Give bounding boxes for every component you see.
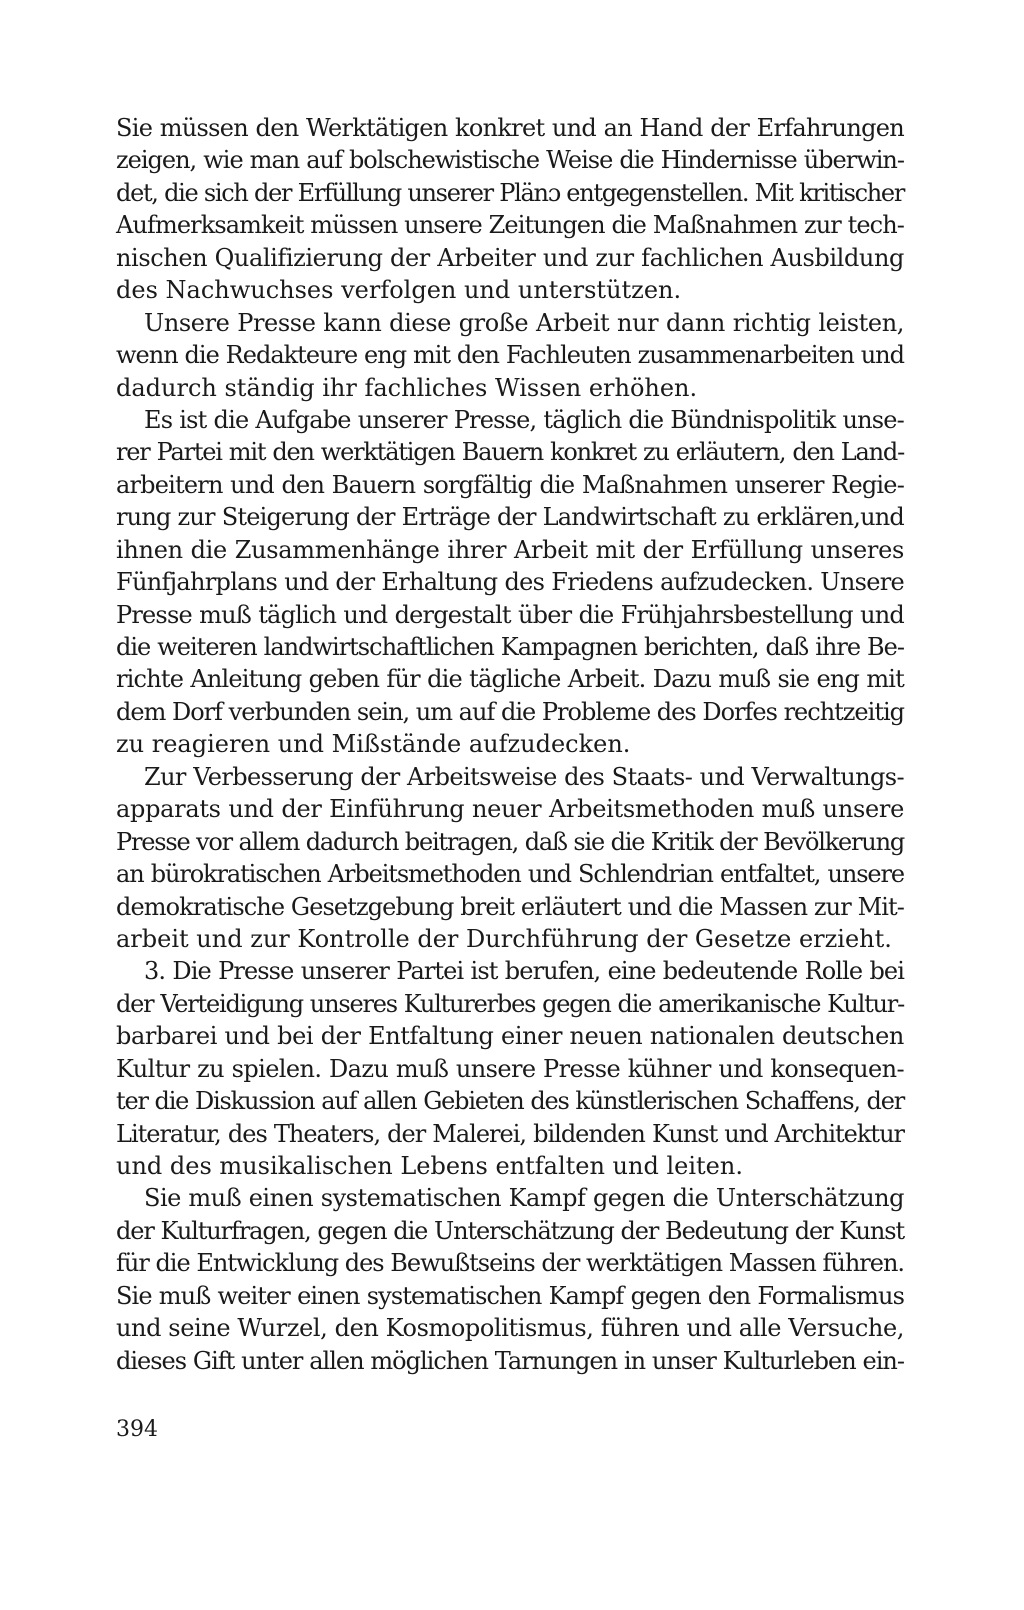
- text-line: Aufmerksamkeit müssen unsere Zeitungen die Maßnahmen zur tech-: [116, 211, 904, 240]
- text-line: wenn die Redakteure eng mit den Fachleuten zusammenarbeiten und: [116, 341, 904, 370]
- text-line: rer Partei mit den werktätigen Bauern konkret zu erläutern, den Land-: [116, 438, 904, 467]
- page-number: 394: [116, 1417, 158, 1442]
- text-line: und seine Wurzel, den Kosmopolitismus, führen und alle Versuche,: [116, 1314, 904, 1343]
- text-line: det, die sich der Erfüllung unserer Plänɔ entgegenstellen. Mit kritischer: [116, 178, 904, 207]
- text-line: dadurch ständig ihr fachliches Wissen erhöhen.: [116, 373, 698, 402]
- text-line: Literatur, des Theaters, der Malerei, bildenden Kunst und Architektur: [116, 1119, 904, 1148]
- text-line: apparats und der Einführung neuer Arbeitsmethoden muß unsere: [116, 795, 904, 824]
- text-line: arbeit und zur Kontrolle der Durchführung der Gesetze erzieht.: [116, 924, 892, 953]
- text-line: 3. Die Presse unserer Partei ist berufen, eine bedeutende Rolle bei: [144, 957, 904, 986]
- text-line: für die Entwicklung des Bewußtseins der werktätigen Massen führen.: [116, 1249, 905, 1278]
- text-line: an bürokratischen Arbeitsmethoden und Schlendrian entfaltet, unsere: [116, 860, 904, 889]
- text-line: dem Dorf verbunden sein, um auf die Probleme des Dorfes rechtzeitig: [116, 697, 904, 726]
- text-line: demokratische Gesetzgebung breit erläutert und die Massen zur Mit-: [116, 892, 904, 921]
- text-line: ter die Diskussion auf allen Gebieten des künstlerischen Schaffens, der: [116, 1087, 904, 1116]
- text-line: des Nachwuchses verfolgen und unterstützen.: [116, 276, 682, 305]
- text-line: Kultur zu spielen. Dazu muß unsere Presse kühner und konsequen-: [116, 1054, 904, 1083]
- text-line: Presse muß täglich und dergestalt über die Frühjahrsbestellung und: [116, 600, 904, 629]
- text-line: zu reagieren und Mißstände aufzudecken.: [116, 730, 631, 759]
- text-line: rung zur Steigerung der Erträge der Landwirtschaft zu erklären,und: [116, 503, 904, 532]
- text-line: Sie muß einen systematischen Kampf gegen die Unterschätzung: [144, 1184, 904, 1213]
- text-line: dieses Gift unter allen möglichen Tarnungen in unser Kulturleben ein-: [116, 1346, 904, 1375]
- text-line: Zur Verbesserung der Arbeitsweise des Staats- und Verwaltungs-: [144, 762, 904, 791]
- text-line: Presse vor allem dadurch beitragen, daß sie die Kritik der Bevölkerung: [116, 827, 904, 856]
- text-line: barbarei und bei der Entfaltung einer neuen nationalen deutschen: [116, 1022, 904, 1051]
- text-line: richte Anleitung geben für die tägliche Arbeit. Dazu muß sie eng mit: [116, 665, 904, 694]
- text-line: die weiteren landwirtschaftlichen Kampagnen berichten, daß ihre Be-: [116, 633, 904, 661]
- text-line: zeigen, wie man auf bolschewistische Weise die Hindernisse überwin-: [116, 146, 904, 175]
- text-line: Fünfjahrplans und der Erhaltung des Friedens aufzudecken. Unsere: [116, 568, 904, 597]
- text-line: Sie muß weiter einen systematischen Kampf gegen den Formalismus: [116, 1281, 904, 1310]
- text-line: der Verteidigung unseres Kulturerbes gegen die amerikanische Kultur-: [116, 989, 904, 1018]
- text-line: Sie müssen den Werktätigen konkret und an Hand der Erfahrungen: [116, 114, 904, 142]
- text-line: Es ist die Aufgabe unserer Presse, täglich die Bündnispolitik unse-: [144, 405, 904, 434]
- text-line: ihnen die Zusammenhänge ihrer Arbeit mit der Erfüllung unseres: [116, 535, 904, 564]
- text-line: arbeitern und den Bauern sorgfältig die Maßnahmen unserer Regie-: [116, 470, 904, 499]
- text-line: Unsere Presse kann diese große Arbeit nur dann richtig leisten,: [144, 308, 904, 337]
- text-line: und des musikalischen Lebens entfalten und leiten.: [116, 1152, 743, 1180]
- body-text: [116, 112, 904, 1377]
- text-line: nischen Qualifizierung der Arbeiter und zur fachlichen Ausbildung: [116, 243, 904, 272]
- text-line: der Kulturfragen, gegen die Unterschätzung der Bedeutung der Kunst: [116, 1216, 904, 1245]
